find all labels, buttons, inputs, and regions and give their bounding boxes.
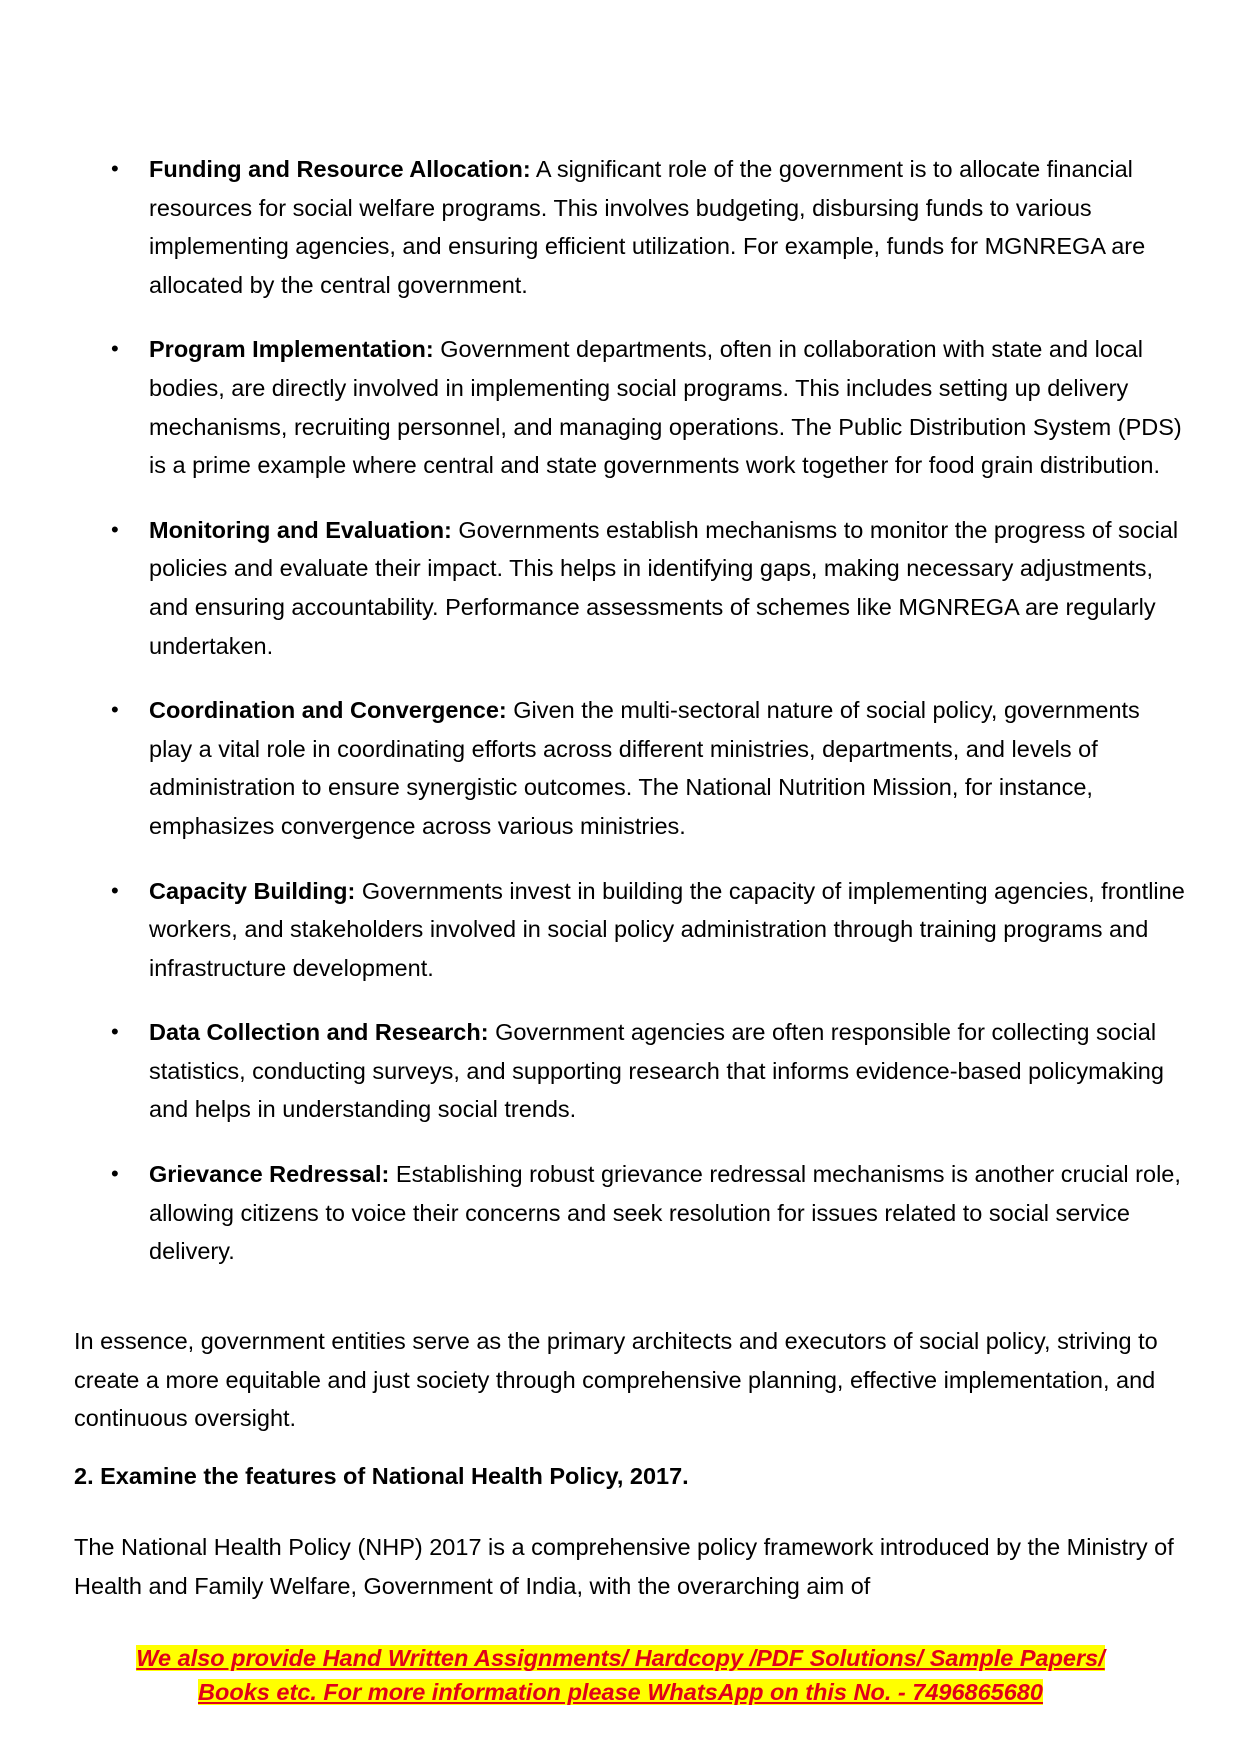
list-item-term: Program Implementation: bbox=[149, 336, 434, 363]
bullet-icon: • bbox=[111, 877, 119, 903]
list-item-text: Government agencies are often responsible for collecting social statistics, conducting surveys, and supporting research that informs evidence-based policymaking and helps in understanding social trends. bbox=[149, 1019, 1164, 1123]
list-item-text: Given the multi-sectoral nature of social policy, governments play a vital role in coordinating efforts across different ministries, departments, and levels of administration to ensure synergistic outcomes. The National Nutrition Mission, for instance, emphasizes convergence across various ministries. bbox=[149, 697, 1140, 839]
list-item-text: Establishing robust grievance redressal mechanisms is another crucial role, allowing citizens to voice their concerns and seek resolution for issues related to social service delivery. bbox=[149, 1161, 1181, 1265]
bullet-icon: • bbox=[111, 697, 119, 723]
list-item bbox=[0, 330, 1189, 484]
list-item bbox=[0, 872, 1189, 988]
list-item bbox=[0, 511, 1189, 665]
list-item-term: Funding and Resource Allocation: bbox=[149, 156, 531, 182]
list-item bbox=[0, 1155, 1189, 1271]
promo-line-2: Books etc. For more information please WhatsApp on this No. - 7496865680 bbox=[198, 1679, 1043, 1705]
promo-banner bbox=[0, 1641, 1241, 1709]
summary-paragraph: In essence, government entities serve as the primary architects and executors of social policy, striving to create a more equitable and just society through comprehensive planning, effective implementation, and continuous oversight. bbox=[74, 1328, 1158, 1432]
bullet-icon: • bbox=[111, 156, 119, 181]
list-item-term: Grievance Redressal: bbox=[149, 1161, 390, 1188]
list-item-text: Government departments, often in collaboration with state and local bodies, are directly involved in implementing social programs. This includes setting up delivery mechanisms, recruiting personnel, and managing operations. The Public Distribution System (PDS) is a prime example where central and state governments work together for food grain distribution. bbox=[149, 336, 1182, 479]
list-item-term: Coordination and Convergence: bbox=[149, 697, 507, 724]
list-item-term: Data Collection and Research: bbox=[149, 1019, 489, 1046]
list-item-text: Governments invest in building the capacity of implementing agencies, frontline workers, and stakeholders involved in social policy administration through training programs and infrastructure development. bbox=[149, 877, 1185, 981]
bullet-icon: • bbox=[111, 1019, 119, 1045]
intro-paragraph: The National Health Policy (NHP) 2017 is a comprehensive policy framework introduced by the Ministry of Health and Family Welfare, Government of India, with the overarching aim of bbox=[74, 1534, 1174, 1599]
list-item bbox=[0, 1013, 1189, 1129]
list-item bbox=[0, 150, 1189, 304]
bullet-icon: • bbox=[111, 336, 119, 362]
bullet-icon: • bbox=[111, 516, 119, 542]
list-item-term: Capacity Building: bbox=[149, 877, 356, 904]
list-item-text: Governments establish mechanisms to monitor the progress of social policies and evaluate their impact. This helps in identifying gaps, making necessary adjustments, and ensuring accountability. Performance assessments of schemes like MGNREGA are regularly undertaken. bbox=[149, 516, 1179, 659]
list-item bbox=[0, 691, 1189, 845]
government-roles-list bbox=[0, 150, 1241, 1297]
list-item-term: Monitoring and Evaluation: bbox=[149, 516, 452, 543]
question-heading: 2. Examine the features of National Health Policy, 2017. bbox=[74, 1463, 689, 1489]
bullet-icon: • bbox=[111, 1161, 119, 1187]
promo-line-1: We also provide Hand Written Assignments/ Hardcopy /PDF Solutions/ Sample Papers/ bbox=[136, 1645, 1105, 1671]
list-item-text: A significant role of the government is to allocate financial resources for social welfare programs. This involves budgeting, disbursing funds to various implementing agencies, and ensuring efficient utilization. For example, funds for MGNREGA are allocated by the central government. bbox=[149, 156, 1146, 298]
